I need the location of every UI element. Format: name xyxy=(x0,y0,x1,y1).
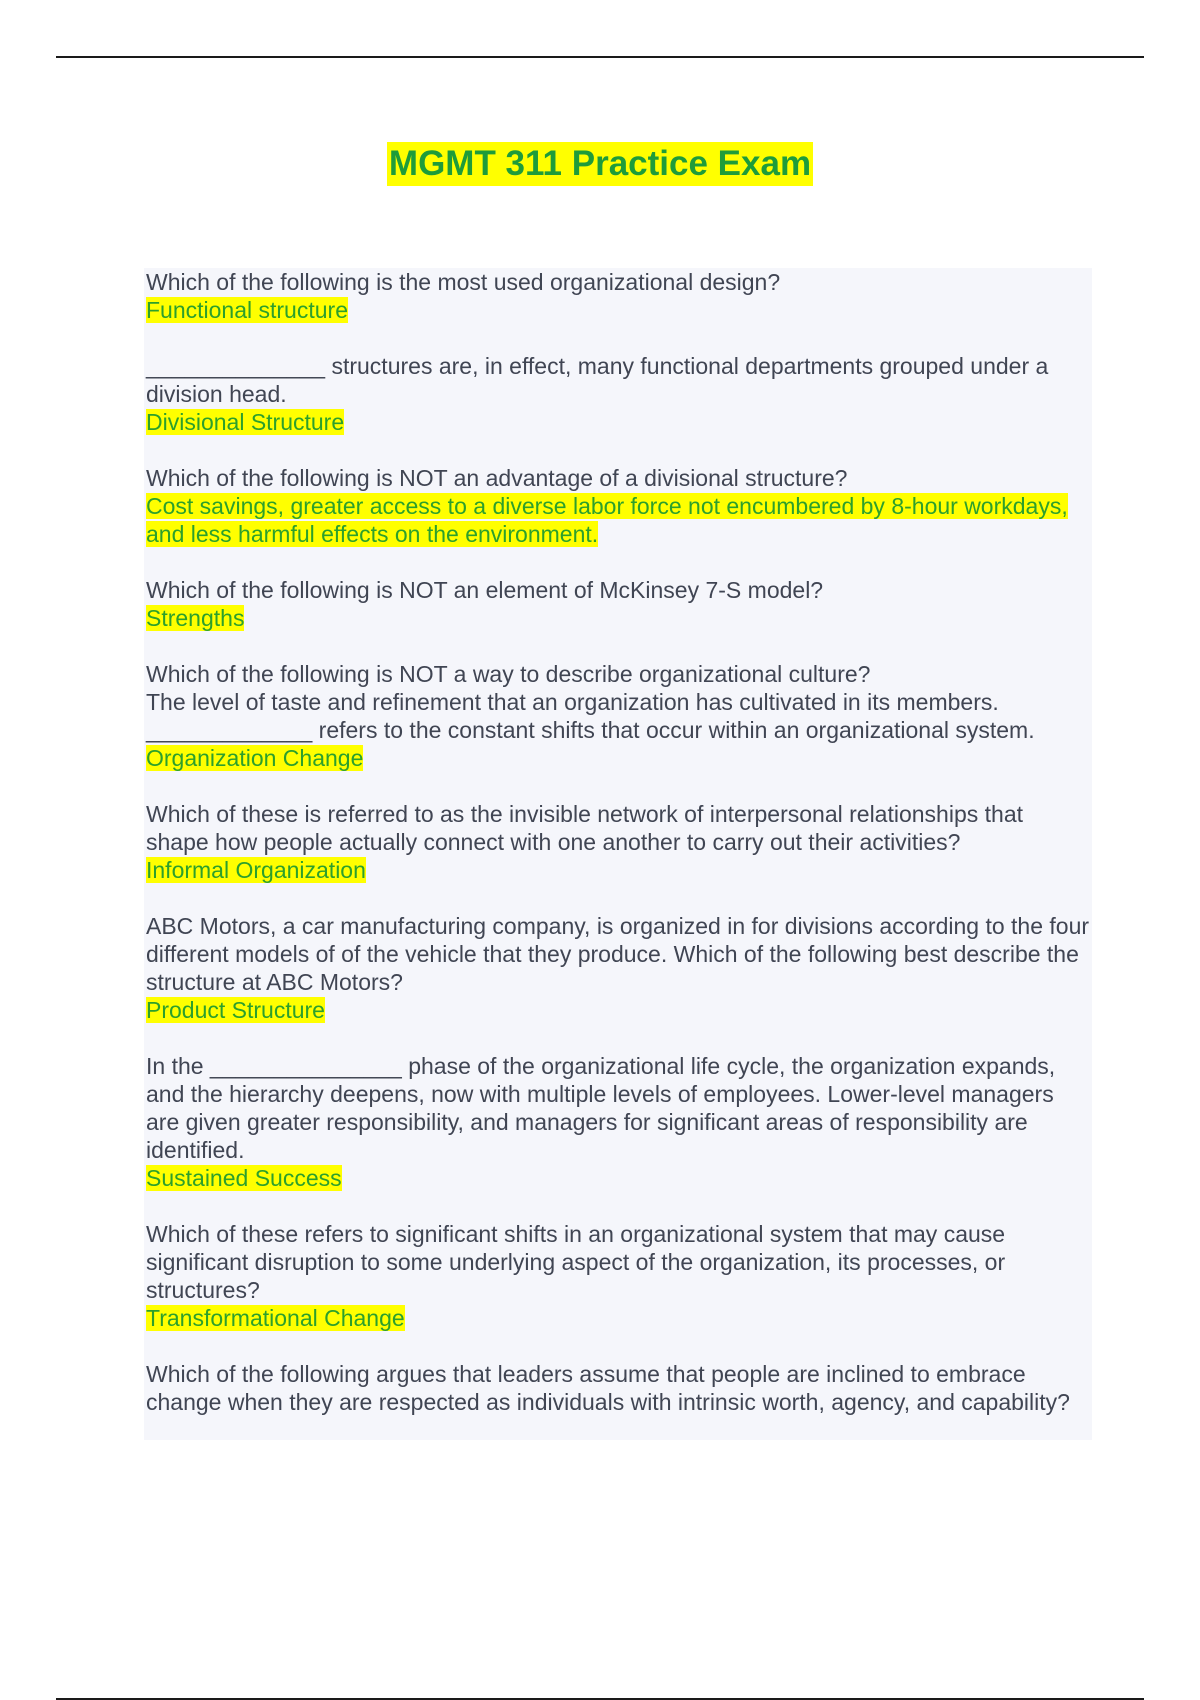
title-container xyxy=(0,142,1200,186)
qa-item-7 xyxy=(146,912,1092,1024)
answer-1: Functional structure xyxy=(146,297,348,323)
qa-item-1 xyxy=(146,268,1092,324)
qa-item-3 xyxy=(146,464,1092,548)
answer-6: Informal Organization xyxy=(146,857,366,883)
question-4: Which of the following is NOT an element of McKinsey 7-S model? xyxy=(146,577,824,603)
exam-content xyxy=(144,268,1092,1440)
page-title: MGMT 311 Practice Exam xyxy=(387,142,813,186)
answer-4: Strengths xyxy=(146,605,245,631)
question-8: In the _______________ phase of the organizational life cycle, the organization expands, and the hierarchy deepens, now with multiple levels of employees. Lower-level managers are given greater responsibility, and managers for significant areas of responsibility are identified. xyxy=(146,1053,1056,1163)
question-6: Which of these is referred to as the invisible network of interpersonal relationships that shape how people actually connect with one another to carry out their activities? xyxy=(146,801,1023,855)
qa-item-8 xyxy=(146,1052,1092,1192)
answer-3: Cost savings, greater access to a diverse labor force not encumbered by 8-hour workdays, and less harmful effects on the environment. xyxy=(146,493,1068,547)
qa-item-6 xyxy=(146,800,1092,884)
qa-item-10 xyxy=(146,1360,1092,1416)
answer-5: Organization Change xyxy=(146,745,364,771)
question-9: Which of these refers to significant shifts in an organizational system that may cause significant disruption to some underlying aspect of the organization, its processes, or structures? xyxy=(146,1221,1006,1303)
question-3: Which of the following is NOT an advantage of a divisional structure? xyxy=(146,465,848,491)
qa-item-9 xyxy=(146,1220,1092,1332)
question-5: Which of the following is NOT a way to describe organizational culture? The level of taste and refinement that an organization has cultivated in its members. _____________ refers to the constant shifts that occur within an organizational system. xyxy=(146,661,1035,743)
question-10: Which of the following argues that leaders assume that people are inclined to embrace change when they are respected as individuals with intrinsic worth, agency, and capability? xyxy=(146,1361,1070,1415)
top-rule xyxy=(56,56,1144,58)
answer-8: Sustained Success xyxy=(146,1165,342,1191)
question-2: ______________ structures are, in effect, many functional departments grouped under a division head. xyxy=(146,353,1049,407)
qa-item-5 xyxy=(146,660,1092,772)
qa-item-2 xyxy=(146,352,1092,436)
qa-item-4 xyxy=(146,576,1092,632)
answer-2: Divisional Structure xyxy=(146,409,345,435)
question-7: ABC Motors, a car manufacturing company, is organized in for divisions according to the four different models of of the vehicle that they produce. Which of the following best describe the structure at ABC Motors? xyxy=(146,913,1090,995)
answer-7: Product Structure xyxy=(146,997,325,1023)
question-1: Which of the following is the most used organizational design? xyxy=(146,269,781,295)
answer-9: Transformational Change xyxy=(146,1305,405,1331)
